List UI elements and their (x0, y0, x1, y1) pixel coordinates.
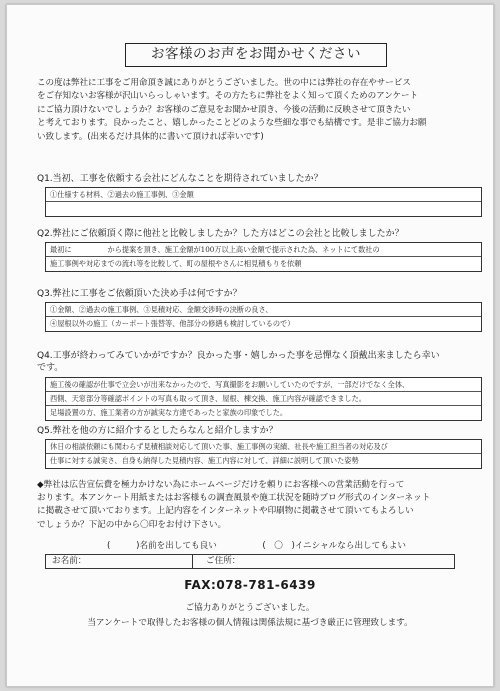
question-3-label: Q3.弊社に工事をご依頼頂いた決め手は何ですか？ (37, 289, 242, 299)
question-1-label: Q1.当初、工事を依頼する会社にどんなことを期待されていましたか？ (37, 174, 323, 184)
question-4-label (37, 350, 482, 374)
question-2-label: Q2.弊社にご依頼頂く際に他社と比較しましたか？した方はどこの会社と比較しましたか？ (37, 229, 404, 239)
choice-initials[interactable]: ( 〇 )イニシャルなら出してもよい (262, 541, 407, 551)
question-2-answer-box (45, 242, 482, 272)
divider (192, 555, 193, 568)
name-address-row (45, 554, 455, 569)
question-4-label-line: です。 (37, 363, 64, 373)
publish-choices (107, 540, 437, 552)
answer-line: 最初に から提案を頂き、施工金額が100万以上高い金額で提示された為、ネットにて数社の (46, 243, 481, 257)
question-1-answer-box (45, 187, 482, 217)
thanks-text: ご協力ありがとうございました。 (185, 603, 315, 613)
intro-line: にご協力頂けないでしょうか？お客様のご意見をお聞かせ頂き、今後の活動に反映させて頂きたい (37, 104, 411, 115)
question-5-label: Q5.弊社を他の方に紹介するとしたらなんと紹介しますか？ (37, 426, 278, 436)
answer-line: ①金額、②過去の施工事例、③見積対応、金額交渉時の決断の良さ、 (46, 303, 481, 317)
closing-line: おります。本アンケート用紙またはお客様もの調査風景や施工状況を随時ブログ形式のインターネット (37, 493, 431, 504)
answer-line: 仕事に対する誠実さ、自身も納得した見積内容、施工内容に対して、詳細に説明して頂いた姿勢 (50, 456, 359, 465)
intro-line: と考えております。良かったこと、嬉しかったことどのような些細な事でも結構です。是非ご協力お願 (37, 118, 427, 129)
survey-sheet (6, 4, 494, 687)
question-3-answer-box (45, 302, 482, 332)
fax-number: FAX:078-781-6439 (184, 578, 316, 592)
intro-line: この度は弊社に工事をご用命頂き誠にありがとうございました。世の中には弊社の存在やサービス (37, 78, 411, 88)
intro-line: をご存知ないお客様が沢山いらっしゃいます。その方たちに弊社をよく知って頂くためのアンケート (37, 91, 419, 102)
answer-line: 施工事例や対応までの流れ等を比較して、町の屋根やさんに相見積もりを依頼 (50, 259, 302, 268)
answer-line: 西側、天窓部分等確認ポイントの写真も取って頂き、屋根、棟交換、施工内容が確認できました。 (46, 392, 481, 406)
answer-line: 施工後の確認が仕事で立会いが出来なかったので、写真撮影をお願いしていたのですが、一部だけでなく全体、 (46, 378, 481, 392)
address-label: ご住所： (206, 556, 241, 566)
answer-line (46, 202, 481, 216)
page-title: お客様のお声をお聞かせください (125, 43, 387, 67)
privacy-note: 当アンケートで取得したお客様の個人情報は関係法規に基づき厳正に管理致します。 (87, 618, 413, 628)
answer-line: 足場設置の方、施工業者の方が誠実な方達であったと家族の印象でした。 (50, 408, 288, 417)
question-4-answer-box (45, 377, 482, 421)
closing-line: ◆弊社は広告宣伝費を極力かけない為にホームページだけを頼りにお客様への営業活動を行って (37, 480, 405, 490)
question-4-label-line: Q4.工事が終わってみていかがですか？良かった事・嬉しかった事を忌憚なく頂戴出来ましたら幸い (37, 351, 440, 361)
answer-line: ①仕様する材料、②過去の施工事例、③金額 (46, 188, 481, 202)
closing-paragraph (37, 479, 477, 532)
name-label: お名前： (52, 556, 87, 566)
closing-line: でしょうか？下記の中から〇印をお付け下さい。 (37, 519, 227, 530)
answer-line: ④屋根以外の施工（カーポート張替等、他部分の修繕も検討しているので） (50, 319, 295, 328)
closing-line: に掲載させて頂いております。上記内容をインターネットや印刷物に掲載させて頂いてもよろしい (37, 506, 414, 517)
intro-line: い致します。(出来るだけ具体的に書いて頂ければ幸いです) (37, 131, 264, 142)
choice-full-name[interactable]: ( )名前を出しても良い (107, 541, 217, 551)
intro-paragraph (37, 77, 477, 144)
answer-line: 休日の相談依頼にも関わらず見積相談対応して頂いた事、施工事例の実績、社長や施工担当者の対応及び (46, 440, 481, 454)
question-5-answer-box (45, 439, 482, 469)
